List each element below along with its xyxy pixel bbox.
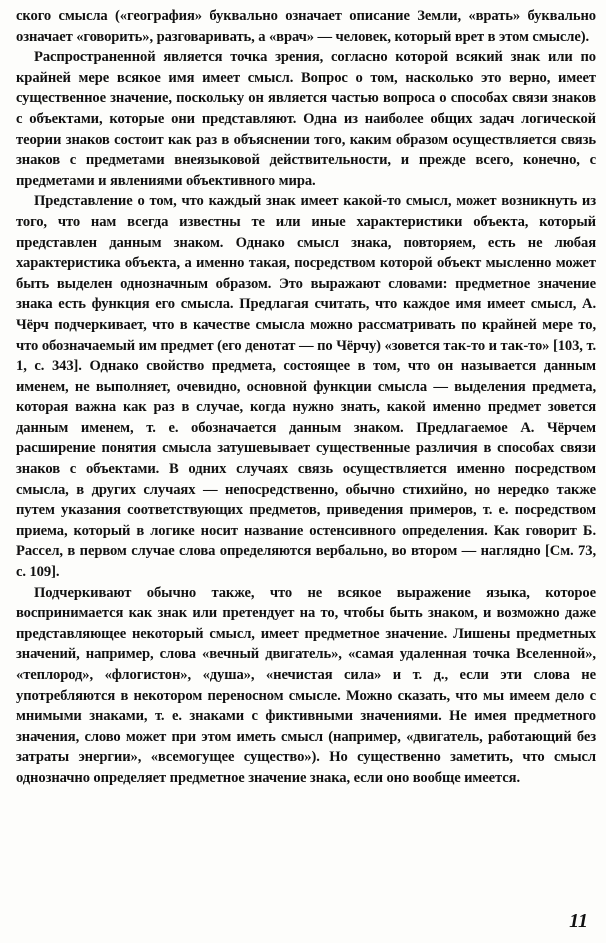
page-number: 11 [569,910,588,932]
paragraph-2: Распространенной является точка зрения, согласно которой всякий знак или по крайней мере всякое имя имеет смысл. Вопрос о том, насколько это верно, имеет существенное значение, поскольку он является частью вопроса о способах связи знаков с объектами, которые они представляют. Одна из наиболее общих задач логической теории знаков состоит как раз в объяснении того, каким образом осуществляется связь знаков с предметами внеязыковой действительности, и прежде всего, конечно, с предметами и явлениями объективного мира. [16,49,596,189]
paragraph-1: ского смысла («география» буквально означает описание Земли, «врать» буквально означает «говорить», разговаривать, а «врач» — человек, который врет в этом смысле). [16,8,596,45]
paragraph-4: Подчеркивают обычно также, что не всякое выражение языка, которое воспринимается как знак или претендует на то, чтобы быть знаком, и возможно даже представляющее некоторый смысл, имеет предметное значение. Лишены предметных значений, например, слова «вечный двигатель», «самая удаленная точка Вселенной», «теплород», «флогистон», «душа», «нечистая сила» и т. д., если эти слова не употребляются в некотором переносном смысле. Можно сказать, что мы имеем дело с мнимыми знаками, т. е. знаками с фиктивными значениями. Не имея предметного значения, слово может при этом иметь смысл (например, «двигатель, работающий без затраты энергии», «всемогущее существо»). Но существенно заметить, что смысл однозначно определяет предметное значение знака, если оно вообще имеется. [16,584,596,786]
page-body-text [16,6,596,789]
paragraph-3: Представление о том, что каждый знак имеет какой-то смысл, может возникнуть из того, что нам всегда известны те или иные характеристики объекта, который представлен данным знаком. Однако смысл знака, повторяем, есть не любая характеристика объекта, а именно такая, посредством которой объект мысленно может быть выделен однозначным образом. Это выражают словами: предметное значение знака есть функция его смысла. Предлагая считать, что каждое имя имеет смысл, А. Чёрч подчеркивает, что в качестве смысла можно рассматривать по крайней мере то, что обозначаемый им предмет (его денотат — по Чёрчу) «зовется так-то и так-то» [103, т. 1, с. 343]. Однако свойство предмета, состоящее в том, что он называется данным именем, не выполняет, очевидно, основной функции смысла — выделения предмета, которая важна как раз в случае, когда нужно знать, какой именно предмет зовется данным именем, т. е. обозначается данным знаком. Предлагаемое А. Чёрчем расширение понятия смысла затушевывает существенные различия в способах связи знаков с объектами. В одних случаях связь осуществляется именно посредством смысла, в других случаях — непосредственно, обычно стихийно, но нередко также путем указания соответствующих предметов, приведения примеров, т. е. посредством приема, который в логике носит название остенсивного определения. Как говорит Б. Рассел, в первом случае слова определяются вербально, во втором — наглядно [См. 73, с. 109]. [16,193,596,581]
